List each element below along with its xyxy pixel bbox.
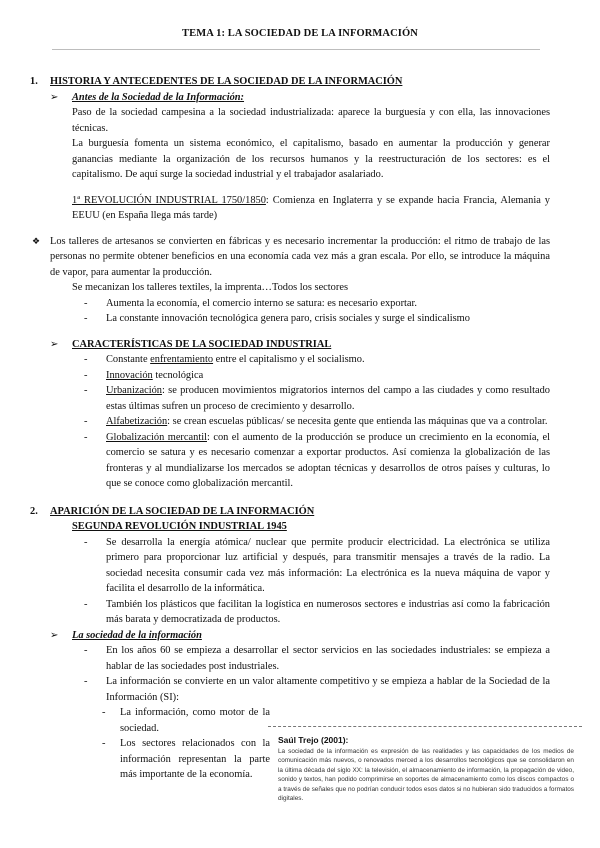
dash-bullet: - (102, 738, 106, 749)
list-item-text: Los sectores relacionados con la información representan la parte más importante de la economía. (120, 738, 270, 780)
item-post: : con el aumento de la producción se produce un crecimiento en la economía, el comercio se satura y es necesario comenzar a exportar productos. Así comienza la globalización de las fronteras y al mundializarse los mercados se adoptan técnicas y desarrollos de otros países y culturas, lo que se conoce como globalización mercantil. (106, 431, 550, 489)
list-item-text: En los años 60 se empieza a desarrollar el sector servicios en las sociedades industriales: se empieza a hablar de las sociedades post industriales. (106, 645, 550, 672)
revolution-text: : Comienza en Inglaterra y se expande hacia Francia, Alemania y EEUU (en España llega más tarde) (72, 194, 550, 221)
item-post: : se crean escuelas públicas/ se necesita gente que entienda las máquinas que va a controlar. (167, 416, 548, 427)
arrow-bullet-icon: ➢ (50, 338, 59, 350)
item-key: Urbanización (106, 385, 162, 396)
section-2-heading (30, 504, 550, 520)
subsection-title: La sociedad de la información (72, 629, 202, 641)
dash-bullet: - (84, 645, 88, 656)
note-author: Saúl Trejo (2001): (278, 735, 349, 745)
title-divider (52, 49, 540, 50)
list-item (72, 597, 550, 628)
list-item (72, 383, 550, 414)
dash-bullet: - (84, 297, 88, 309)
page-title: TEMA 1: LA SOCIEDAD DE LA INFORMACIÓN (182, 28, 418, 39)
dash-bullet: - (84, 676, 88, 687)
dash-bullet: - (84, 536, 88, 548)
section-1-heading (30, 74, 550, 90)
list-item (72, 414, 550, 430)
list-item (72, 296, 550, 312)
list-item-text: La información se convierte en un valor altamente competitivo y se empieza a hablar de la Sociedad de la Información (SI): (106, 676, 550, 703)
list-item-text: La constante innovación tecnológica genera paro, crisis sociales y surge el sindicalismo (106, 313, 470, 324)
item-pre: Constante (106, 354, 151, 365)
list-item (72, 643, 550, 674)
paragraph: Paso de la sociedad campesina a la sociedad industrializada: aparece la burguesía y con ella, las innovaciones técnicas. (72, 107, 550, 134)
dash-bullet: - (84, 385, 88, 396)
dash-bullet: - (84, 369, 88, 381)
list-item (72, 352, 550, 368)
subsection-title: SEGUNDA REVOLUCIÓN INDUSTRIAL 1945 (72, 521, 287, 532)
subsection-title: CARACTERÍSTICAS DE LA SOCIEDAD INDUSTRIAL (72, 338, 332, 350)
paragraph: Se mecanizan los talleres textiles, la imprenta…Todos los sectores (72, 282, 348, 293)
dash-bullet: - (84, 354, 88, 365)
list-item-text: La información, como motor de la sociedad. (120, 707, 270, 734)
subsection-antes-heading (50, 90, 550, 106)
list-item-text: Aumenta la economía, el comercio interno se satura: es necesario exportar. (106, 297, 418, 309)
segunda-revolucion-heading (72, 519, 550, 535)
dash-bullet: - (84, 416, 88, 427)
subsection-title: Antes de la Sociedad de la Información: (72, 91, 245, 103)
dash-bullet: - (84, 313, 88, 324)
section-title: APARICIÓN DE LA SOCIEDAD DE LA INFORMACIÓN (50, 505, 315, 517)
paragraph: La burguesía fomenta un sistema económico, el capitalismo, basado en aumentar la producción y generar ganancias mediante la organización de los recursos humanos y la reestructuración de los sectores: es el capitalismo. De aquí surge la sociedad industrial y el trabajador asalariado. (72, 138, 550, 180)
subsection-caract-heading (50, 337, 550, 353)
list-item-text: Los talleres de artesanos se convierten en fábricas y es necesario incrementar la producción: el ritmo de trabajo de las personas no permite obtener beneficios en una economía cada vez más a gran escala. Por ello, se introduce la máquina de vapor, para aumentar la producción. (50, 235, 550, 278)
arrow-bullet-icon: ➢ (50, 91, 59, 103)
list-item-text: También los plásticos que facilitan la logística en numerosos sectores e industrias así como la fabricación más barata y democratizada de productos. (106, 598, 550, 625)
item-key: Alfabetización (106, 416, 168, 427)
sub-list-item (102, 736, 270, 783)
item-key: enfrentamiento (150, 354, 214, 365)
subsection-sociedad-heading (50, 628, 550, 644)
item-key: Globalización mercantil (106, 431, 207, 443)
quote-note-box (268, 726, 582, 829)
list-item (72, 311, 550, 327)
revolution-title: 1ª REVOLUCIÓN INDUSTRIAL 1750/1850 (72, 194, 266, 206)
arrow-bullet-icon: ➢ (50, 629, 59, 641)
section-number: 1. (30, 76, 38, 87)
list-item (72, 430, 550, 492)
item-post: tecnológica (152, 369, 204, 381)
note-text: La sociedad de la información es expresión de las realidades y las capacidades de los medios de comunicación más nuevos, o renovados merced a los desarrollos tecnológicos que se consolidaron en la última década del siglo XX: la televisión, el almacenamiento de información, la propagación de video, sonido y textos, han podido comprimirse en soportes de almacenamiento como los discos compactos o a través de señales que no podrían conducir todos esos datos si no hubieran sido traducidos a formatos digitales. (278, 748, 574, 803)
list-item (72, 674, 550, 705)
list-item-text: Se desarrolla la energía atómica/ nuclear que permite producir electricidad. La electrónica se utiliza primero para proporcionar luz artificial y después, para transmitir mensajes a través de la radio. La sociedad necesita consumir cada vez más información: La electrónica es la nueva máquina de vapor y facilita el desarrollo de la informática. (106, 536, 550, 594)
item-post: entre el capitalismo y el socialismo. (213, 354, 365, 365)
dash-bullet: - (84, 431, 88, 443)
document-body (30, 74, 550, 783)
section-number: 2. (30, 505, 38, 517)
item-key: Innovación (106, 369, 153, 381)
sub-list-item (102, 705, 270, 736)
list-item (72, 368, 550, 384)
dash-bullet: - (102, 707, 106, 718)
diamond-bullet-icon: ❖ (32, 235, 41, 246)
list-item (72, 535, 550, 597)
section-title: HISTORIA Y ANTECEDENTES DE LA SOCIEDAD DE LA INFORMACIÓN (50, 76, 403, 87)
list-item (30, 234, 550, 281)
revolution-paragraph (72, 193, 550, 224)
item-post: : se producen movimientos migratorios internos del campo a las ciudades y como resultado estas últimas sufren un proceso de crecimiento y desarrollo. (106, 385, 550, 412)
dash-bullet: - (84, 598, 88, 610)
